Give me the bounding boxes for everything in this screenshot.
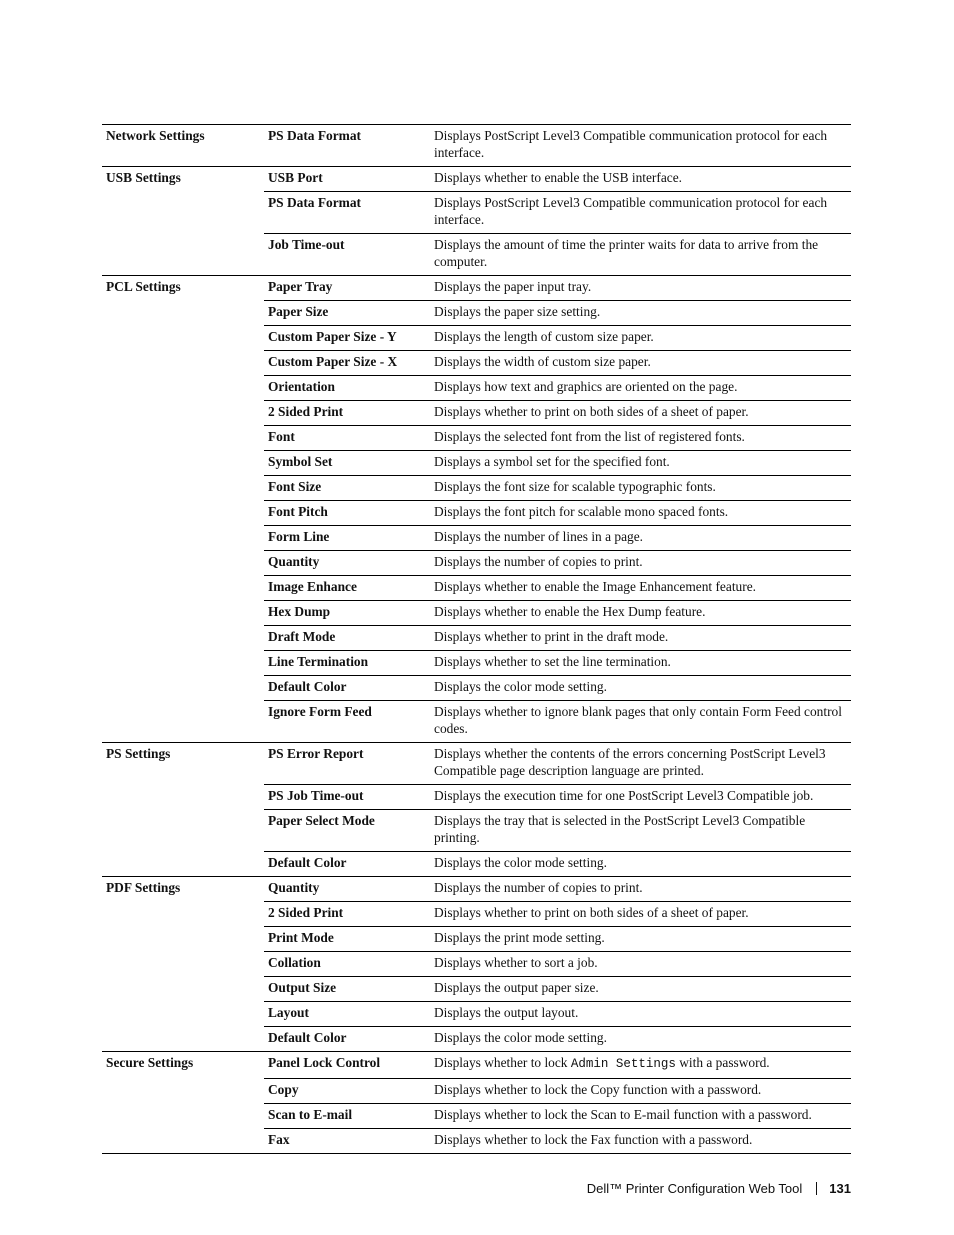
table-row (102, 192, 851, 234)
table-row (102, 1027, 851, 1052)
setting-item: 2 Sided Print (264, 902, 430, 927)
setting-description: Displays the font size for scalable typographic fonts. (430, 476, 851, 501)
group-name (102, 234, 264, 276)
setting-description: Displays the number of copies to print. (430, 551, 851, 576)
table-row (102, 785, 851, 810)
group-name (102, 601, 264, 626)
group-name (102, 351, 264, 376)
group-name (102, 376, 264, 401)
table-row (102, 551, 851, 576)
setting-description: Displays the amount of time the printer waits for data to arrive from the computer. (430, 234, 851, 276)
setting-description: Displays the selected font from the list of registered fonts. (430, 426, 851, 451)
group-name: USB Settings (102, 167, 264, 192)
setting-description: Displays the color mode setting. (430, 1027, 851, 1052)
table-row (102, 676, 851, 701)
table-row (102, 1129, 851, 1154)
setting-description: Displays the color mode setting. (430, 852, 851, 877)
setting-description: Displays whether to print on both sides of a sheet of paper. (430, 401, 851, 426)
settings-table-body (102, 125, 851, 1154)
table-row (102, 376, 851, 401)
setting-description: Displays the output layout. (430, 1002, 851, 1027)
setting-item: Paper Select Mode (264, 810, 430, 852)
group-name (102, 810, 264, 852)
table-row (102, 651, 851, 676)
setting-description: Displays the length of custom size paper. (430, 326, 851, 351)
group-name (102, 451, 264, 476)
table-row (102, 276, 851, 301)
table-row (102, 476, 851, 501)
setting-item: PS Data Format (264, 192, 430, 234)
group-name (102, 476, 264, 501)
setting-description: Displays whether to enable the Image Enhancement feature. (430, 576, 851, 601)
setting-item: Default Color (264, 852, 430, 877)
setting-item: Scan to E-mail (264, 1104, 430, 1129)
table-row (102, 977, 851, 1002)
footer-separator (816, 1182, 817, 1195)
setting-description: Displays how text and graphics are oriented on the page. (430, 376, 851, 401)
setting-item: Image Enhance (264, 576, 430, 601)
table-row (102, 526, 851, 551)
setting-description: Displays whether to print on both sides of a sheet of paper. (430, 902, 851, 927)
group-name (102, 426, 264, 451)
setting-description (430, 1052, 851, 1079)
setting-item: Hex Dump (264, 601, 430, 626)
table-row (102, 902, 851, 927)
table-row (102, 125, 851, 167)
setting-description: Displays whether the contents of the errors concerning PostScript Level3 Compatible page description language are printed. (430, 743, 851, 785)
setting-item: PS Job Time-out (264, 785, 430, 810)
group-name (102, 676, 264, 701)
setting-description: Displays the execution time for one PostScript Level3 Compatible job. (430, 785, 851, 810)
table-row (102, 852, 851, 877)
setting-item: USB Port (264, 167, 430, 192)
group-name: PS Settings (102, 743, 264, 785)
group-name (102, 301, 264, 326)
setting-item: Job Time-out (264, 234, 430, 276)
group-name: PCL Settings (102, 276, 264, 301)
group-name (102, 326, 264, 351)
setting-item: Output Size (264, 977, 430, 1002)
page-footer (587, 1181, 851, 1196)
table-row (102, 234, 851, 276)
setting-item: 2 Sided Print (264, 401, 430, 426)
table-row (102, 601, 851, 626)
setting-item: Orientation (264, 376, 430, 401)
setting-description: Displays a symbol set for the specified font. (430, 451, 851, 476)
setting-item: Paper Size (264, 301, 430, 326)
setting-item: Quantity (264, 551, 430, 576)
setting-item: Font Pitch (264, 501, 430, 526)
setting-item: Line Termination (264, 651, 430, 676)
table-row (102, 167, 851, 192)
setting-description: Displays whether to enable the USB interface. (430, 167, 851, 192)
setting-description: Displays the output paper size. (430, 977, 851, 1002)
group-name (102, 1079, 264, 1104)
setting-item: Custom Paper Size - Y (264, 326, 430, 351)
settings-table (102, 124, 851, 1154)
table-row (102, 426, 851, 451)
table-row (102, 301, 851, 326)
setting-description: Displays whether to lock the Copy function with a password. (430, 1079, 851, 1104)
setting-item: PS Data Format (264, 125, 430, 167)
table-row (102, 877, 851, 902)
setting-item: PS Error Report (264, 743, 430, 785)
footer-title: Dell™ Printer Configuration Web Tool (586, 1181, 803, 1196)
description-code: Admin Settings (570, 1057, 676, 1071)
table-row (102, 1052, 851, 1079)
table-row (102, 501, 851, 526)
setting-item: Draft Mode (264, 626, 430, 651)
setting-item: Default Color (264, 676, 430, 701)
setting-description: Displays whether to enable the Hex Dump feature. (430, 601, 851, 626)
table-row (102, 351, 851, 376)
setting-item: Ignore Form Feed (264, 701, 430, 743)
setting-description: Displays whether to sort a job. (430, 952, 851, 977)
description-text: Displays whether to lock (434, 1055, 571, 1070)
setting-description: Displays whether to print in the draft mode. (430, 626, 851, 651)
setting-item: Font (264, 426, 430, 451)
setting-description: Displays PostScript Level3 Compatible communication protocol for each interface. (430, 192, 851, 234)
group-name (102, 626, 264, 651)
group-name: Network Settings (102, 125, 264, 167)
setting-description: Displays the number of lines in a page. (430, 526, 851, 551)
group-name (102, 852, 264, 877)
setting-item: Print Mode (264, 927, 430, 952)
setting-item: Custom Paper Size - X (264, 351, 430, 376)
table-row (102, 952, 851, 977)
table-row (102, 810, 851, 852)
setting-description: Displays the paper size setting. (430, 301, 851, 326)
group-name (102, 1129, 264, 1154)
group-name: Secure Settings (102, 1052, 264, 1079)
group-name (102, 1027, 264, 1052)
description-text: with a password. (675, 1055, 770, 1070)
group-name (102, 551, 264, 576)
setting-item: Layout (264, 1002, 430, 1027)
setting-description: Displays the paper input tray. (430, 276, 851, 301)
table-row (102, 401, 851, 426)
setting-item: Copy (264, 1079, 430, 1104)
setting-item: Collation (264, 952, 430, 977)
setting-description: Displays the width of custom size paper. (430, 351, 851, 376)
setting-description: Displays PostScript Level3 Compatible communication protocol for each interface. (430, 125, 851, 167)
table-row (102, 1002, 851, 1027)
group-name (102, 401, 264, 426)
setting-description: Displays whether to lock the Fax function with a password. (430, 1129, 851, 1154)
group-name (102, 192, 264, 234)
table-row (102, 626, 851, 651)
setting-item: Paper Tray (264, 276, 430, 301)
group-name (102, 576, 264, 601)
group-name (102, 526, 264, 551)
table-row (102, 927, 851, 952)
table-row (102, 1079, 851, 1104)
setting-description: Displays the color mode setting. (430, 676, 851, 701)
setting-description: Displays whether to lock the Scan to E-mail function with a password. (430, 1104, 851, 1129)
setting-item: Panel Lock Control (264, 1052, 430, 1079)
setting-item: Default Color (264, 1027, 430, 1052)
group-name (102, 701, 264, 743)
setting-description: Displays the print mode setting. (430, 927, 851, 952)
setting-item: Quantity (264, 877, 430, 902)
table-row (102, 743, 851, 785)
group-name (102, 651, 264, 676)
setting-item: Form Line (264, 526, 430, 551)
group-name (102, 1104, 264, 1129)
setting-item: Font Size (264, 476, 430, 501)
group-name (102, 501, 264, 526)
group-name (102, 927, 264, 952)
table-row (102, 1104, 851, 1129)
setting-item: Symbol Set (264, 451, 430, 476)
page-number: 131 (829, 1181, 851, 1196)
table-row (102, 326, 851, 351)
table-row (102, 701, 851, 743)
group-name (102, 1002, 264, 1027)
setting-description: Displays the number of copies to print. (430, 877, 851, 902)
setting-description: Displays the tray that is selected in the PostScript Level3 Compatible printing. (430, 810, 851, 852)
group-name (102, 902, 264, 927)
group-name (102, 952, 264, 977)
setting-description: Displays whether to ignore blank pages that only contain Form Feed control codes. (430, 701, 851, 743)
group-name: PDF Settings (102, 877, 264, 902)
table-row (102, 576, 851, 601)
group-name (102, 977, 264, 1002)
setting-description: Displays the font pitch for scalable mono spaced fonts. (430, 501, 851, 526)
table-row (102, 451, 851, 476)
group-name (102, 785, 264, 810)
setting-description: Displays whether to set the line termination. (430, 651, 851, 676)
setting-item: Fax (264, 1129, 430, 1154)
